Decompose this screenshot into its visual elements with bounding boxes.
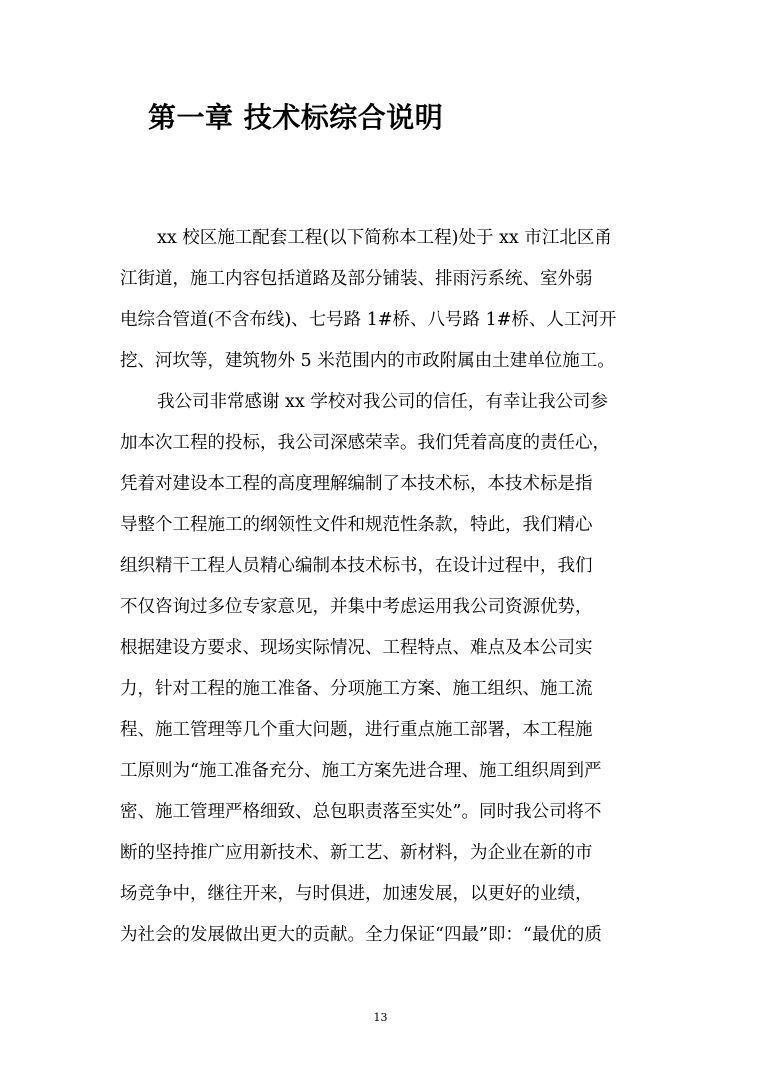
text-line: xx 校区施工配套工程(以下简称本工程)处于 xx 市江北区甬 xyxy=(157,228,612,248)
text-line: 力，针对工程的施工准备、分项施工方案、施工组织、施工流 xyxy=(120,679,593,699)
paragraph-company-statement xyxy=(120,382,638,956)
text-line: 断的坚持推广应用新技术、新工艺、新材料，为企业在新的市 xyxy=(120,843,593,863)
text-line: 不仅咨询过多位专家意见，并集中考虑运用我公司资源优势， xyxy=(120,597,593,617)
text-line: 组织精干工程人员精心编制本技术标书，在设计过程中，我们 xyxy=(120,556,593,576)
chapter-title: 第一章 技术标综合说明 xyxy=(148,101,444,134)
text-line: 我公司非常感谢 xx 学校对我公司的信任，有幸让我公司参 xyxy=(157,392,608,412)
text-line: 导整个工程施工的纲领性文件和规范性条款，特此，我们精心 xyxy=(120,515,593,535)
body-text xyxy=(120,218,638,956)
text-line: 密、施工管理严格细致、总包职责落至实处”。同时我公司将不 xyxy=(120,802,602,822)
paragraph-project-overview xyxy=(120,218,638,382)
text-line: 场竞争中，继往开来，与时俱进，加速发展，以更好的业绩， xyxy=(120,884,593,904)
text-line: 挖、河坎等，建筑物外 5 米范围内的市政附属由土建单位施工。 xyxy=(120,351,615,371)
text-line: 为社会的发展做出更大的贡献。全力保证“四最”即：“最优的质 xyxy=(120,925,602,945)
text-line: 工原则为“施工准备充分、施工方案先进合理、施工组织周到严 xyxy=(120,761,602,781)
text-line: 江街道，施工内容包括道路及部分铺装、排雨污系统、室外弱 xyxy=(120,269,593,289)
page-number: 13 xyxy=(373,1011,388,1024)
text-line: 电综合管道(不含布线)、七号路 1#桥、八号路 1#桥、人工河开 xyxy=(120,310,617,330)
text-line: 根据建设方要求、现场实际情况、工程特点、难点及本公司实 xyxy=(120,638,593,658)
text-line: 加本次工程的投标，我公司深感荣幸。我们凭着高度的责任心， xyxy=(120,433,610,453)
text-line: 程、施工管理等几个重大问题，进行重点施工部署，本工程施 xyxy=(120,720,593,740)
text-line: 凭着对建设本工程的高度理解编制了本技术标，本技术标是指 xyxy=(120,474,593,494)
